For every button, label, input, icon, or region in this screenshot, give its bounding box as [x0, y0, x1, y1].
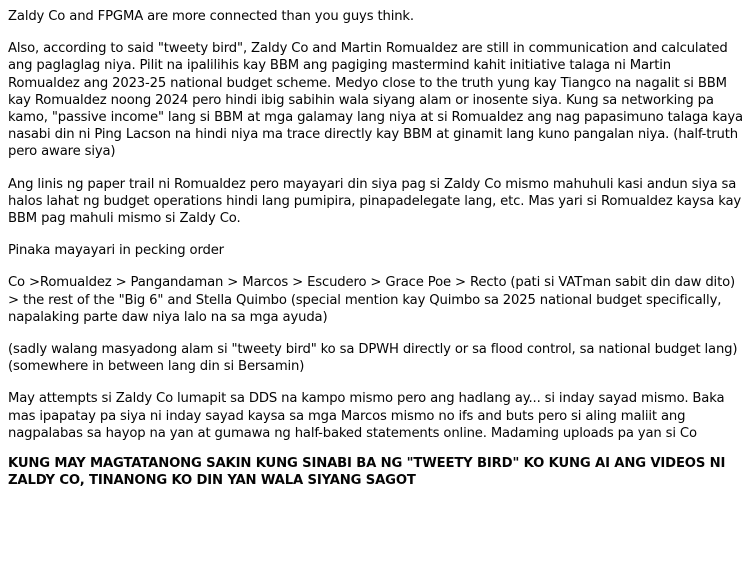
post-paragraph-intro: Zaldy Co and FPGMA are more connected than you guys think.	[8, 9, 414, 24]
post-paragraph-pecking-order: Co >Romualdez > Pangandaman > Marcos > Escudero > Grace Poe > Recto (pati si VATman sabit din daw dito) > the rest of the "Big 6" and Stella Quimbo (special mention kay Quimbo sa 2025 national budget specifically, napalaking parte daw niya lalo na sa mga ayuda)	[8, 275, 735, 325]
post-paragraph-closing: KUNG MAY MAGTATANONG SAKIN KUNG SINABI BA NG "TWEETY BIRD" KO KUNG AI ANG VIDEOS NI ZALDY CO, TINANONG KO DIN YAN WALA SIYANG SAGOT	[8, 456, 726, 489]
post-paragraph-paper-trail: Ang linis ng paper trail ni Romualdez pero mayayari din siya pag si Zaldy Co mismo mahuhuli kasi andun siya sa halos lahat ng budget operations hindi lang pumipira, pinapadelegate lang, etc. Mas yari si Romualdez kaysa kay BBM pag mahuli mismo si Zaldy Co.	[8, 176, 742, 227]
post-paragraph-dds: May attempts si Zaldy Co lumapit sa DDS na kampo mismo pero ang hadlang ay... si inday sayad mismo. Baka mas ipapatay pa siya ni inday sayad kaysa sa mga Marcos mismo no ifs and buts pero si aling maliit ang nagpalabas sa hayop na yan at gumawa ng half-baked statements online. Madaming uploads pa yan si Co	[8, 391, 725, 441]
post-paragraph-dpwh: (sadly walang masyadong alam si "tweety bird" ko sa DPWH directly or sa flood control, sa national budget lang) (somewhere in between lang din si Bersamin)	[8, 342, 738, 375]
post-paragraph-tweety-bird: Also, according to said "tweety bird", Zaldy Co and Martin Romualdez are still in communication and calculated ang paglaglag niya. Pilit na ipalilihis kay BBM ang pagiging mastermind kahit initiative talaga ni Martin Romualdez ang 2023-25 national budget scheme. Medyo close to the truth yung kay Tiangco na nagalit si BBM kay Romualdez noong 2024 pero hindi ibig sabihin wala siyang alam or inosente siya. Kung sa networking pa kamo, "passive income" lang si BBM at mga galamay lang niya at si Romualdez ang nag papasimuno talaga kaya nasabi din ni Ping Lacson na hindi niya ma trace directly kay BBM at ginamit lang kuno pangalan niya. (half-truth pero aware siya)	[8, 41, 743, 160]
post-paragraph-pecking-order-heading: Pinaka mayayari in pecking order	[8, 243, 224, 259]
